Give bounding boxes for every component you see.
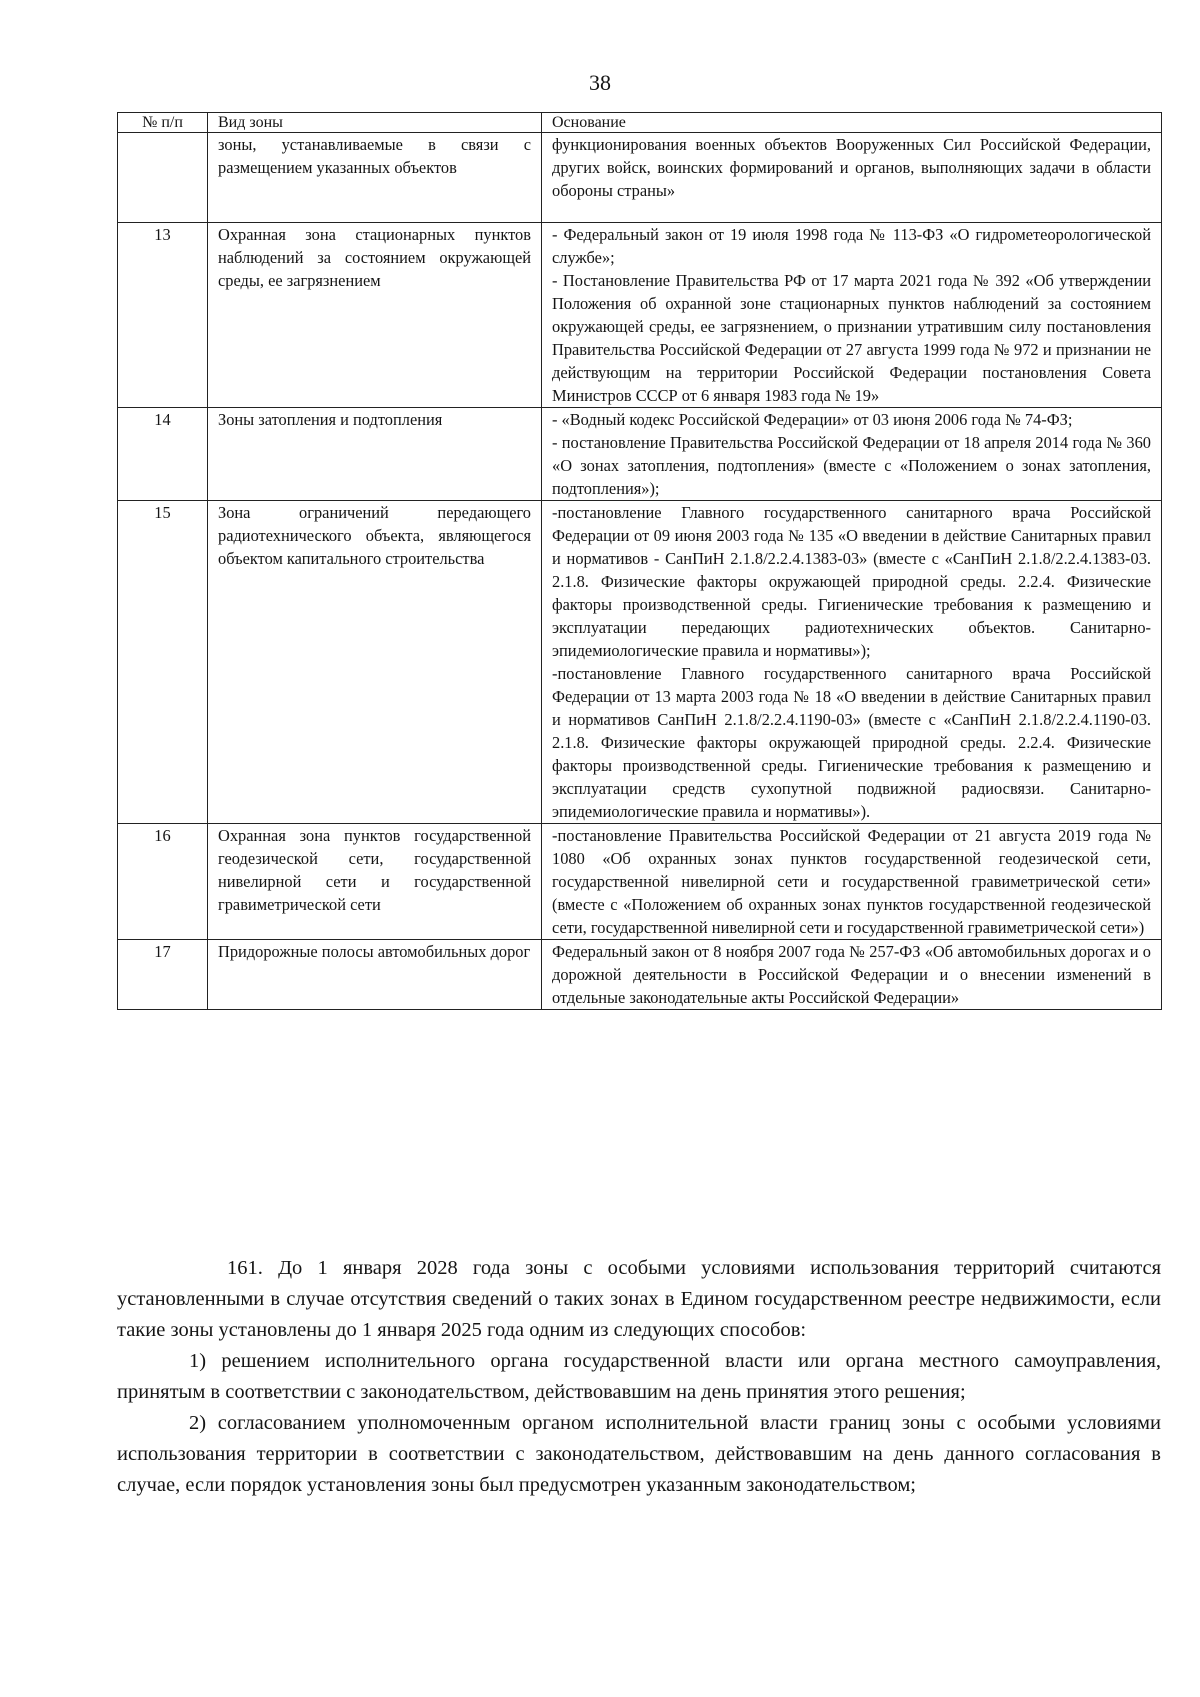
basis-item: - Постановление Правительства РФ от 17 марта 2021 года № 392 «Об утверждении Положения об охранной зоне стационарных пунктов наблюдений за состоянием окружающей среды, ее загрязнением, о признании утратившим силу постановления Правительства Российской Федерации от 27 августа 1999 года № 972 и признании не действующим на территории Российской Федерации постановления Совета Министров СССР от 6 января 1983 года № 19» <box>552 271 1151 405</box>
row-zone: Охранная зона стационарных пунктов наблюдений за состоянием окружающей среды, ее загрязнением <box>208 223 542 408</box>
paragraph-item-2: 2) согласованием уполномоченным органом исполнительной власти границ зоны с особыми условиями использования территории в соответствии с законодательством, действовавшим на день данного согласования в случае, если порядок установления зоны был предусмотрен указанным законодательством; <box>117 1412 1161 1496</box>
row-basis <box>542 223 1162 408</box>
basis-item: - «Водный кодекс Российской Федерации» от 03 июня 2006 года № 74-ФЗ; <box>552 410 1073 429</box>
table-row <box>118 133 1162 223</box>
table-row <box>118 223 1162 408</box>
basis-item: функционирования военных объектов Вооруженных Сил Российской Федерации, других войск, воинских формирований и органов, выполняющих задачи в области обороны страны» <box>552 135 1151 200</box>
basis-item: - постановление Правительства Российской Федерации от 18 апреля 2014 года № 360 «О зонах затопления, подтопления» (вместе с «Положением о зонах затопления, подтопления»); <box>552 433 1151 498</box>
table-row <box>118 408 1162 501</box>
basis-item: -постановление Правительства Российской Федерации от 21 августа 2019 года № 1080 «Об охранных зонах пунктов государственной геодезической сети, государственной нивелирной сети и государственной гравиметрической сети» (вместе с «Положением об охранных зонах пунктов государственной геодезической сети, государственной нивелирной сети и государственной гравиметрической сети») <box>552 826 1151 937</box>
header-zone-type: Вид зоны <box>208 113 542 133</box>
basis-item: -постановление Главного государственного санитарного врача Российской Федерации от 09 июня 2003 года № 135 «О введении в действие Санитарных правил и нормативов - СанПиН 2.1.8/2.2.4.1383-03» (вместе с «СанПиН 2.1.8/2.2.4.1383-03. 2.1.8. Физические факторы окружающей природной среды. 2.2.4. Физические факторы производственной среды. Гигиенические требования к размещению и эксплуатации передающих радиотехнических объектов. Санитарно-эпидемиологические правила и нормативы»); <box>552 503 1151 660</box>
row-number: 13 <box>118 223 208 408</box>
row-number: 14 <box>118 408 208 501</box>
basis-item: -постановление Главного государственного санитарного врача Российской Федерации от 13 марта 2003 года № 18 «О введении в действие Санитарных правил и нормативов СанПиН 2.1.8/2.2.4.1190-03» (вместе с «СанПиН 2.1.8/2.2.4.1190-03. 2.1.8. Физические факторы окружающей природной среды. 2.2.4. Физические факторы производственной среды. Гигиенические требования к размещению и эксплуатации средств сухопутной подвижной радиосвязи. Санитарно-эпидемиологические правила и нормативы»). <box>552 664 1151 821</box>
row-zone: Придорожные полосы автомобильных дорог <box>208 940 542 1010</box>
table-header-row <box>118 113 1162 133</box>
row-zone: зоны, устанавливаемые в связи с размещением указанных объектов <box>208 133 542 223</box>
body-text <box>117 1253 1161 1501</box>
basis-item: - Федеральный закон от 19 июля 1998 года № 113-ФЗ «О гидрометеорологической службе»; <box>552 225 1151 267</box>
row-number <box>118 133 208 223</box>
table-row <box>118 824 1162 940</box>
row-basis <box>542 501 1162 824</box>
row-number: 16 <box>118 824 208 940</box>
table-row <box>118 940 1162 1010</box>
row-zone: Зона ограничений передающего радиотехнического объекта, являющегося объектом капитального строительства <box>208 501 542 824</box>
paragraph-161: 161. До 1 января 2028 года зоны с особыми условиями использования территорий считаются установленными в случае отсутствия сведений о таких зонах в Едином государственном реестре недвижимости, если такие зоны установлены до 1 января 2025 года одним из следующих способов: <box>117 1257 1161 1341</box>
row-zone: Зоны затопления и подтопления <box>208 408 542 501</box>
paragraph-item-1: 1) решением исполнительного органа государственной власти или органа местного самоуправления, принятым в соответствии с законодательством, действовавшим на день принятия этого решения; <box>117 1350 1161 1403</box>
row-basis <box>542 133 1162 223</box>
row-number: 17 <box>118 940 208 1010</box>
row-number: 15 <box>118 501 208 824</box>
row-zone: Охранная зона пунктов государственной геодезической сети, государственной нивелирной сети и государственной гравиметрической сети <box>208 824 542 940</box>
row-basis <box>542 824 1162 940</box>
row-basis <box>542 940 1162 1010</box>
page-number: 38 <box>589 70 611 95</box>
row-basis <box>542 408 1162 501</box>
header-number: № п/п <box>118 113 208 133</box>
zones-table <box>117 112 1162 1010</box>
basis-item: Федеральный закон от 8 ноября 2007 года № 257-ФЗ «Об автомобильных дорогах и о дорожной деятельности в Российской Федерации и о внесении изменений в отдельные законодательные акты Российской Федерации» <box>552 942 1151 1007</box>
table-row <box>118 501 1162 824</box>
header-basis: Основание <box>542 113 1162 133</box>
